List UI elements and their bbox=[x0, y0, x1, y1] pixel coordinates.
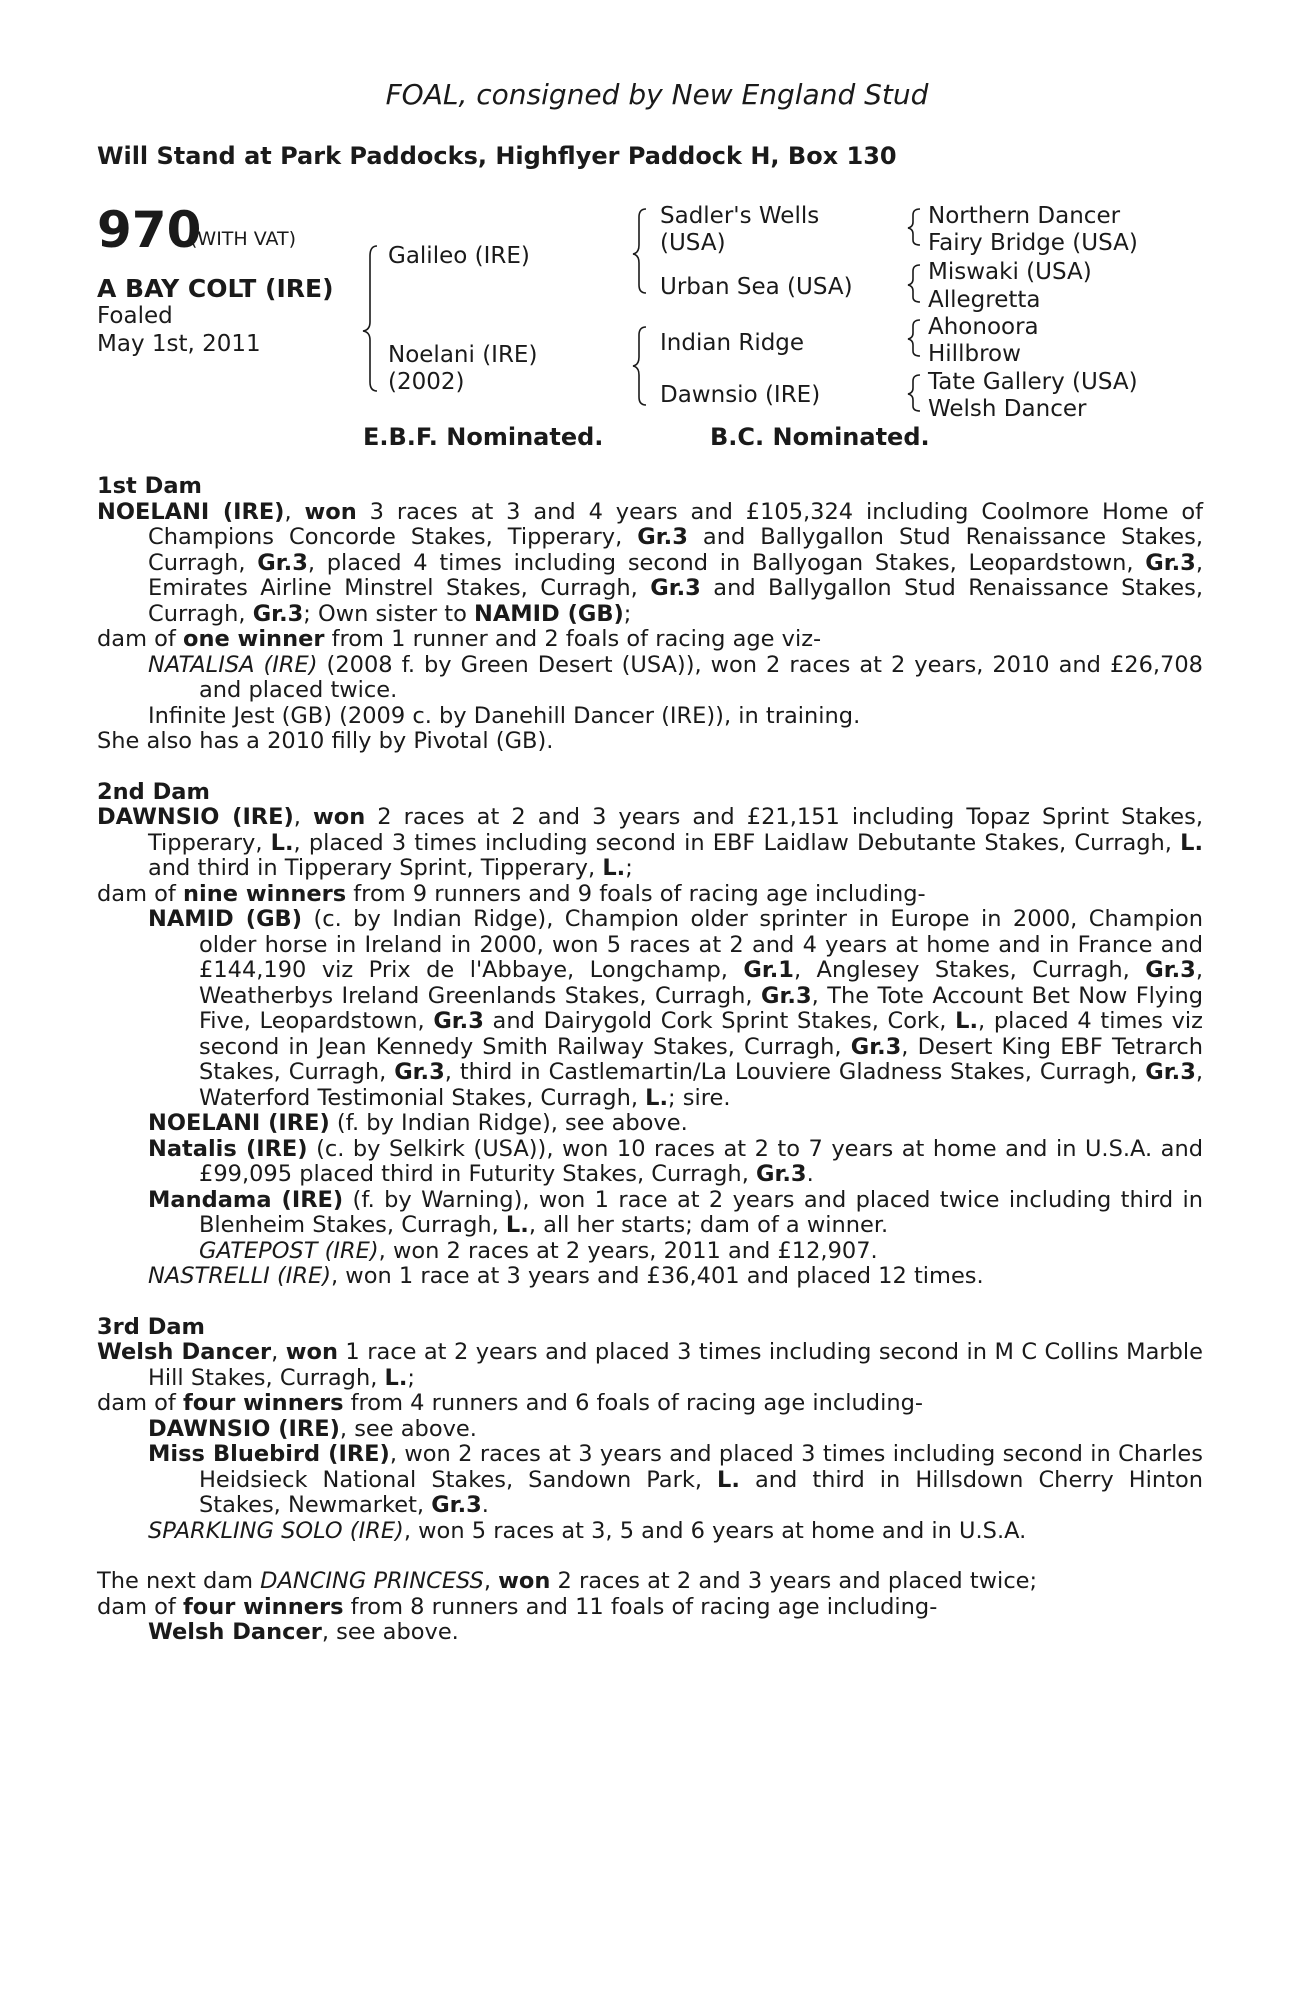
produce-infinite-jest: Infinite Jest (GB) (2009 c. by Danehill Dancer (IRE)), in training. bbox=[148, 702, 861, 729]
produce-welsh-dancer: Welsh Dancer, see above. bbox=[148, 1619, 459, 1645]
produce-sparkling-solo: SPARKLING SOLO (IRE), won 5 races at 3, 5 and 6 years at home and in U.S.A. bbox=[148, 1517, 1027, 1544]
pedigree-sire: Galileo (IRE) bbox=[388, 243, 530, 269]
third-dam-record: Welsh Dancer, won 1 race at 2 years and placed 3 times including second in M C Collins Marble Hill Stakes, Curragh, L.; bbox=[97, 1339, 1203, 1391]
pedigree-g1: Northern Dancer bbox=[928, 203, 1121, 229]
dam-line bbox=[97, 474, 1203, 1646]
produce-natalisa: NATALISA (IRE) (2008 f. by Green Desert (USA)), won 2 races at 2 years, 2010 and £26,708 and placed twice. bbox=[148, 651, 1203, 703]
consignment-line: FOAL, consigned by New England Stud bbox=[385, 78, 929, 111]
bracket-main bbox=[363, 246, 377, 391]
produce-nastrelli: NASTRELLI (IRE), won 1 race at 3 years and £36,401 and placed 12 times. bbox=[148, 1263, 984, 1289]
ebf-nomination: E.B.F. Nominated. bbox=[363, 423, 604, 451]
produce-gatepost: GATEPOST (IRE), won 2 races at 2 years, 2011 and £12,907. bbox=[199, 1237, 878, 1264]
pedigree-sire-sire-country: (USA) bbox=[660, 230, 726, 256]
produce-natalis: Natalis (IRE) (c. by Selkirk (USA)), won 10 races at 2 to 7 years at home and in U.S.A. and £99,095 placed third in Futurity Stakes, Curragh, Gr.3. bbox=[148, 1135, 1203, 1187]
horse-name: NOELANI (IRE) bbox=[97, 498, 285, 525]
pedigree-dam-sire: Indian Ridge bbox=[660, 330, 805, 356]
first-dam-produce-summary: dam of one winner from 1 runner and 2 foals of racing age viz- bbox=[97, 626, 822, 652]
first-dam-note: She also has a 2010 filly by Pivotal (GB). bbox=[97, 728, 554, 754]
third-dam-heading: 3rd Dam bbox=[97, 1313, 205, 1340]
pedigree-dam: Noelani (IRE) bbox=[388, 342, 538, 368]
pedigree-dam-year: (2002) bbox=[388, 369, 465, 395]
first-dam-record: NOELANI (IRE), won 3 races at 3 and 4 years and £105,324 including Coolmore Home of Champions Concorde Stakes, Tipperary, Gr.3 and Ballygallon Stud Renaissance Stakes, Curragh, Gr.3, placed 4 times including second in Ballyogan Stakes, Leopardstown, Gr.3, Emirates Airline Minstrel Stakes, Curragh, Gr.3 and Ballygallon Stud Renaissance Stakes, Curragh, Gr.3; Own sister to NAMID (GB); bbox=[97, 498, 1204, 627]
pedigree-g4: Allegretta bbox=[928, 287, 1041, 313]
produce-miss-bluebird: Miss Bluebird (IRE), won 2 races at 3 years and placed 3 times including second in Charles Heidsieck National Stakes, Sandown Park, L. and third in Hillsdown Cherry Hinton Stakes, Newmarket, Gr.3. bbox=[148, 1441, 1204, 1518]
produce-dawnsio: DAWNSIO (IRE), see above. bbox=[148, 1415, 477, 1442]
next-dam-produce-summary: dam of four winners from 8 runners and 11 foals of racing age including- bbox=[97, 1593, 938, 1620]
foaled-date: May 1st, 2011 bbox=[97, 331, 261, 357]
produce-namid: NAMID (GB) (c. by Indian Ridge), Champion older sprinter in Europe in 2000, Champion older horse in Ireland in 2000, won 5 races at 2 and 4 years at home and in France and £144,190 viz Prix de l'Abbaye, Longchamp, Gr.1, Anglesey Stakes, Curragh, Gr.3, Weatherbys Ireland Greenlands Stakes, Curragh, Gr.3, The Tote Account Bet Now Flying Five, Leopardstown, Gr.3 and Dairygold Cork Sprint Stakes, Cork, L., placed 4 times viz second in Jean Kennedy Smith Railway Stakes, Curragh, Gr.3, Desert King EBF Tetrarch Stakes, Curragh, Gr.3, third in Castlemartin/La Louviere Gladness Stakes, Curragh, Gr.3, Waterford Testimonial Stakes, Curragh, L.; sire. bbox=[148, 906, 1204, 1111]
pedigree-sire-dam: Urban Sea (USA) bbox=[660, 274, 853, 300]
pedigree-g3: Miswaki (USA) bbox=[928, 259, 1092, 285]
next-dam-record: The next dam DANCING PRINCESS, won 2 races at 2 and 3 years and placed twice; bbox=[97, 1568, 1038, 1594]
vat-note: (WITH VAT) bbox=[190, 228, 297, 250]
third-dam-produce-summary: dam of four winners from 4 runners and 6 foals of racing age including- bbox=[97, 1390, 923, 1416]
pedigree-g6: Hillbrow bbox=[928, 341, 1021, 367]
bracket-g1 bbox=[908, 209, 920, 245]
bracket-dam bbox=[633, 327, 646, 405]
produce-noelani: NOELANI (IRE) (f. by Indian Ridge), see above. bbox=[148, 1110, 688, 1136]
pedigree-g8: Welsh Dancer bbox=[928, 396, 1087, 422]
stand-location: Will Stand at Park Paddocks, Highflyer Paddock H, Box 130 bbox=[97, 142, 897, 170]
first-dam-heading: 1st Dam bbox=[97, 473, 202, 499]
second-dam-heading: 2nd Dam bbox=[97, 778, 210, 805]
bc-nomination: B.C. Nominated. bbox=[710, 423, 930, 451]
foaled-label: Foaled bbox=[97, 303, 173, 329]
second-dam-produce-summary: dam of nine winners from 9 runners and 9 foals of racing age including- bbox=[97, 880, 926, 907]
pedigree-g2: Fairy Bridge (USA) bbox=[928, 230, 1138, 256]
second-dam-record: DAWNSIO (IRE), won 2 races at 2 and 3 years and £21,151 including Topaz Sprint Stakes, Tipperary, L., placed 3 times including second in EBF Laidlaw Debutante Stakes, Curragh, L. and third in Tipperary Sprint, Tipperary, L.; bbox=[97, 804, 1203, 881]
lot-title: A BAY COLT (IRE) bbox=[97, 274, 334, 303]
bracket-g2 bbox=[908, 265, 920, 302]
pedigree-sire-sire: Sadler's Wells bbox=[660, 203, 820, 229]
produce-mandama: Mandama (IRE) (f. by Warning), won 1 race at 2 years and placed twice including third in Blenheim Stakes, Curragh, L., all her starts; dam of a winner. bbox=[148, 1186, 1203, 1238]
bracket-sire bbox=[633, 209, 646, 293]
pedigree-g7: Tate Gallery (USA) bbox=[928, 369, 1138, 395]
bracket-g3 bbox=[908, 320, 920, 356]
pedigree-g5: Ahonoora bbox=[928, 314, 1039, 340]
pedigree-dam-dam: Dawnsio (IRE) bbox=[660, 382, 821, 408]
lot-number: 970 bbox=[97, 201, 202, 259]
bracket-g4 bbox=[908, 375, 920, 411]
